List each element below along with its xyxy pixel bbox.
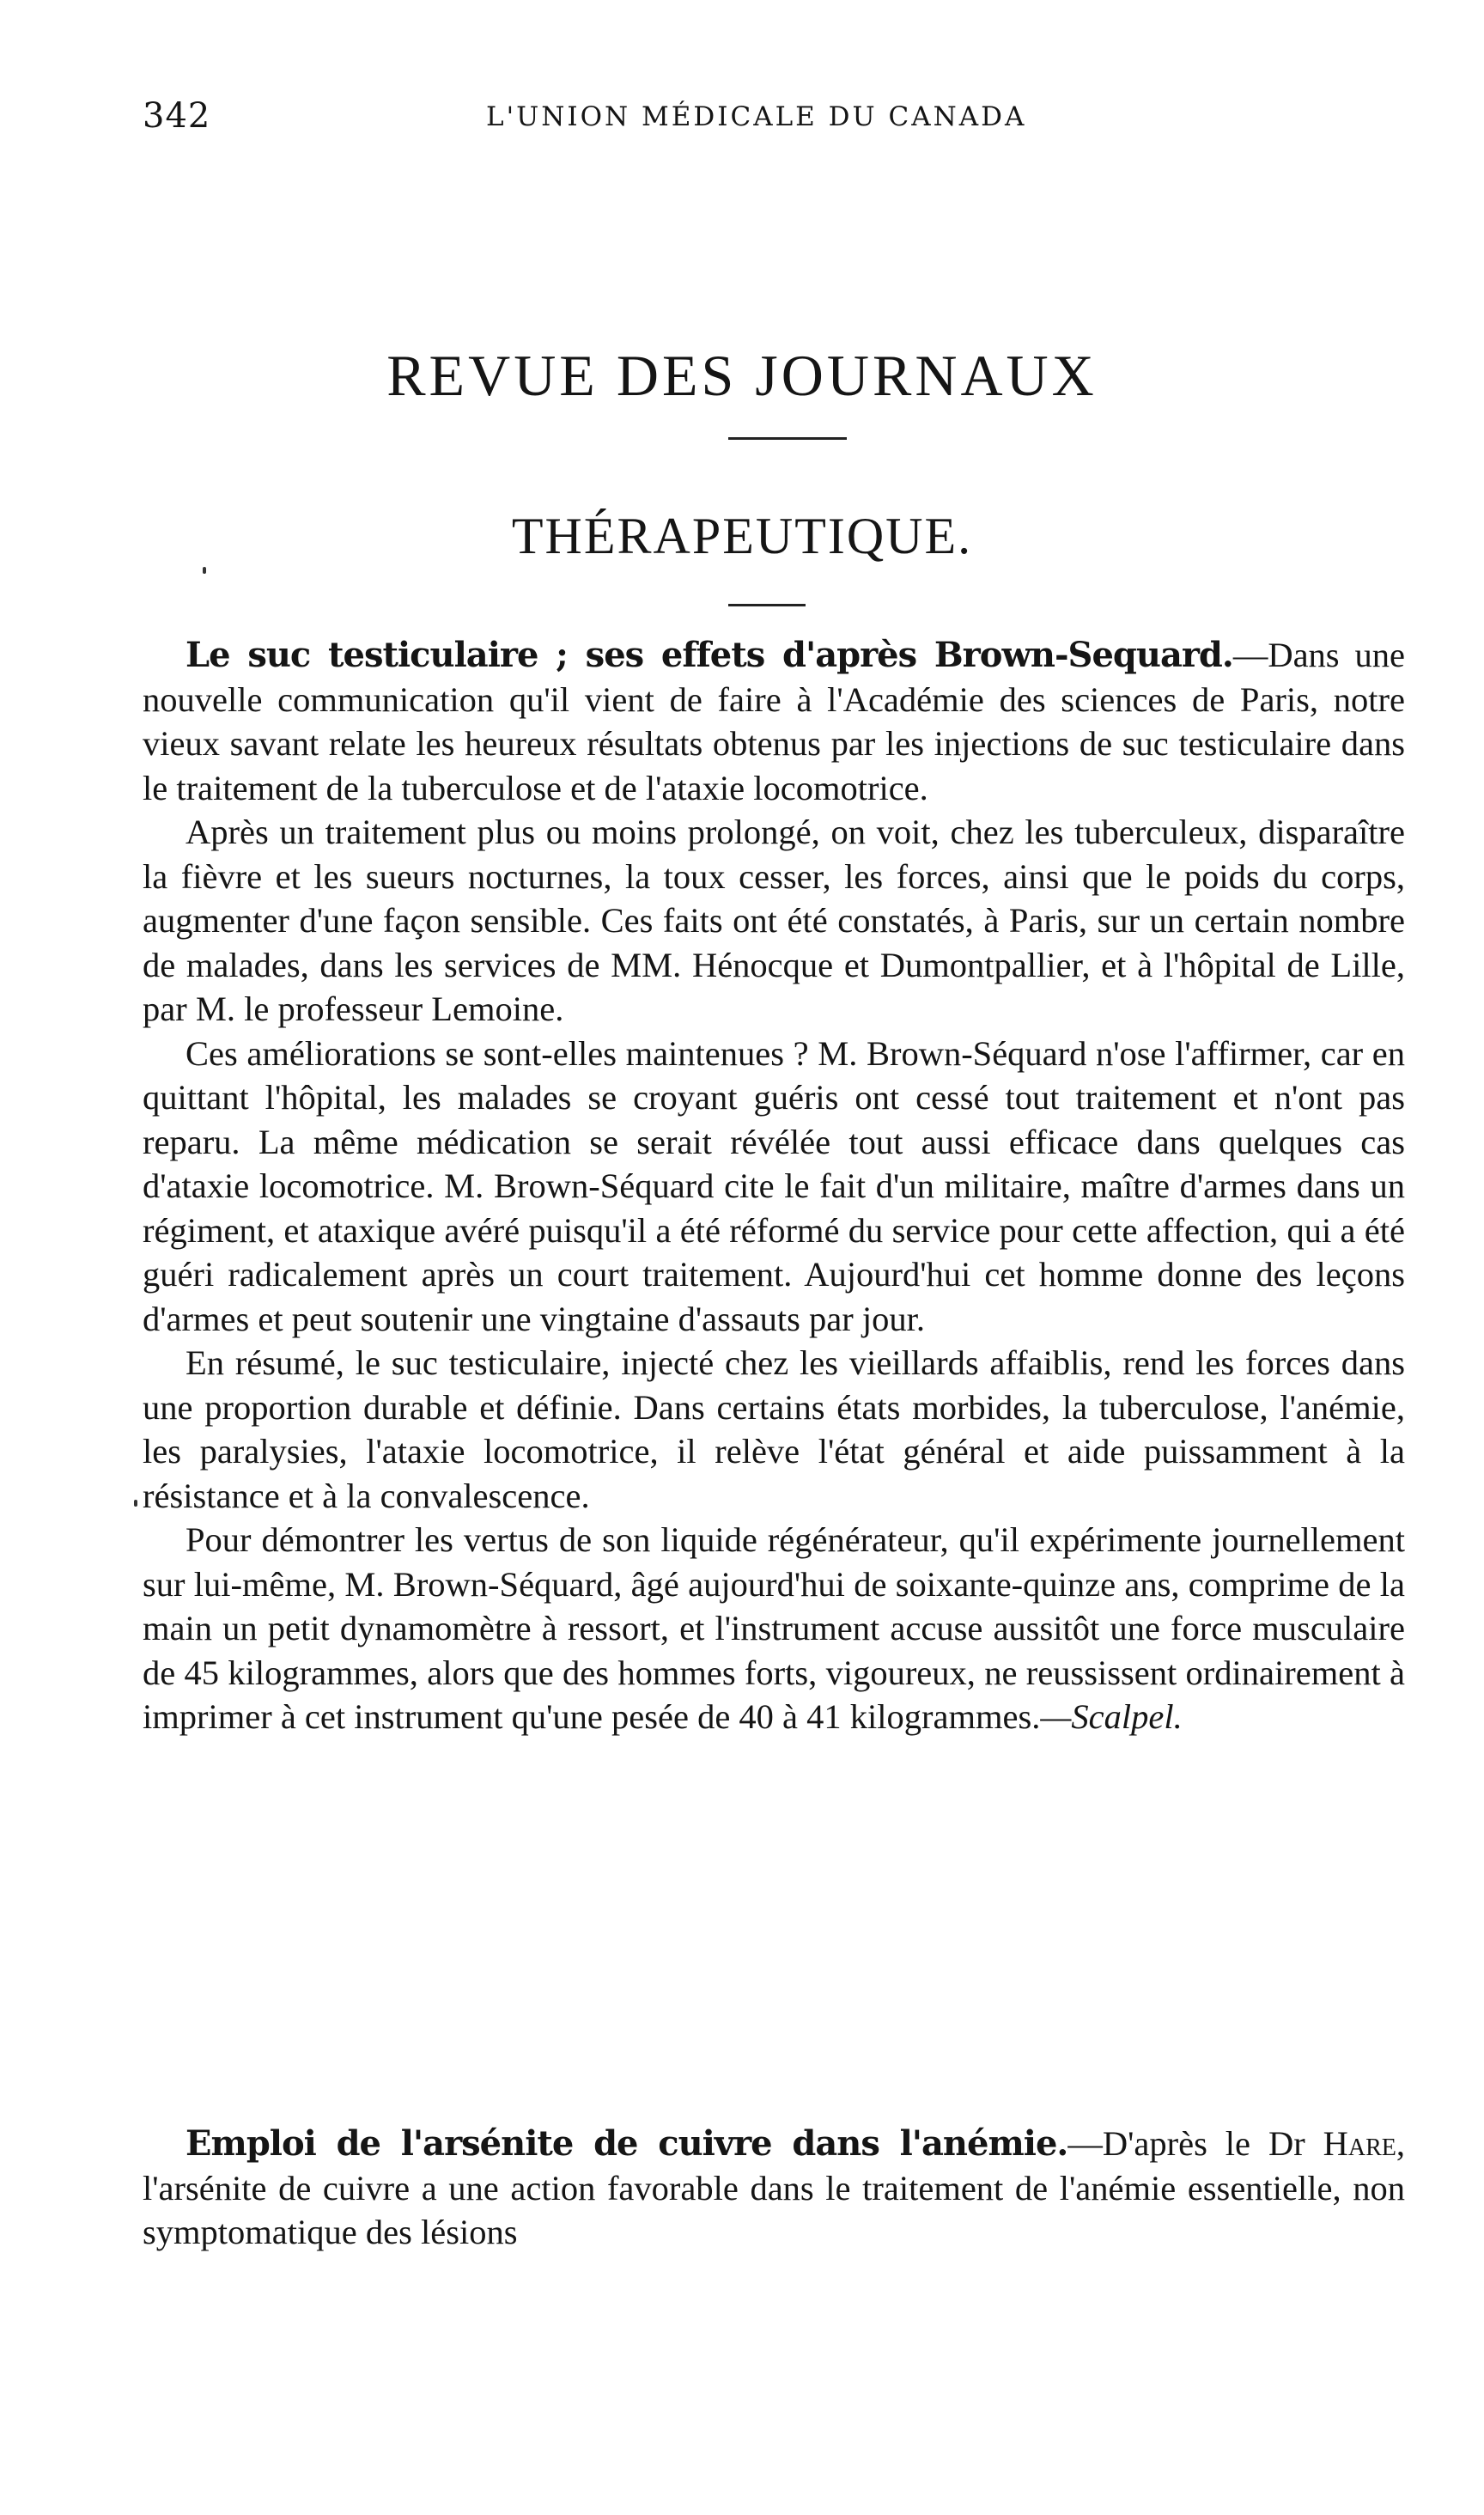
journal-title: L'UNION MÉDICALE DU CANADA bbox=[486, 101, 1027, 132]
margin-mark bbox=[134, 1500, 137, 1507]
subsection-title: THÉRAPEUTIQUE. bbox=[511, 508, 973, 564]
article-paragraph bbox=[143, 633, 1405, 810]
article-paragraph bbox=[143, 2122, 1405, 2255]
paragraph-text: —D'après le Dr bbox=[1067, 2124, 1305, 2163]
article-testicular-extract bbox=[143, 633, 1405, 1739]
author-name: Hare bbox=[1323, 2124, 1396, 2163]
article-heading: Emploi de l'arsénite de cuivre dans l'anémie. bbox=[186, 2123, 1068, 2164]
article-heading: Le suc testiculaire ; ses effets d'après Brown-Sequard. bbox=[186, 635, 1233, 675]
article-paragraph bbox=[143, 1518, 1405, 1739]
running-head bbox=[143, 96, 1362, 148]
source-signature: —Scalpel. bbox=[1040, 1697, 1183, 1736]
paragraph-text: , l'arsénite de cuivre a une action favorable dans le traitement de l'anémie essentielle, non symptomatique des lésions bbox=[143, 2124, 1405, 2251]
section-title: REVUE DES JOURNAUX bbox=[386, 342, 1098, 408]
article-paragraph: En résumé, le suc testiculaire, injecté chez les vieillards affaiblis, rend les forces dans une proportion durable et définie. Dans certains états morbides, la tuberculose, l'anémie, les paralysies, l'ataxie locomotrice, il relève l'état général et aide puissamment à la résistance et à la convalescence. bbox=[143, 1343, 1405, 1515]
paragraph-text: —Dans une nouvelle communication qu'il vient de faire à l'Académie des sciences de Paris, notre vieux savant relate les heureux résultats obtenus par les injections de suc testiculaire dans le traitement de la tuberculose et de l'ataxie locomotrice. bbox=[143, 636, 1405, 807]
article-paragraph: Après un traitement plus ou moins prolongé, on voit, chez les tuberculeux, disparaître la fièvre et les sueurs nocturnes, la toux cesser, les forces, ainsi que le poids du corps, augmenter d'une façon sensible. Ces faits ont été constatés, à Paris, sur un certain nombre de malades, dans les services de MM. Hénocque et Dumontpallier, et à l'hôpital de Lille, par M. le professeur Lemoine. bbox=[143, 813, 1405, 1028]
article-paragraph: Ces améliorations se sont-elles maintenues ? M. Brown-Séquard n'ose l'affirmer, car en quittant l'hôpital, les malades se croyant guéris ont cessé tout traitement et n'ont pas reparu. La même médication se serait révélée tout aussi efficace dans quelques cas d'ataxie locomotrice. M. Brown-Séquard cite le fait d'un militaire, maître d'armes dans un régiment, et ataxique avéré puisqu'il a été réformé du service pour cette affection, qui a été guéri radicalement après un court traitement. Aujourd'hui cet homme donne des leçons d'armes et peut soutenir une vingtaine d'assauts par jour. bbox=[143, 1033, 1405, 1338]
margin-mark bbox=[203, 567, 206, 574]
article-copper-arsenite bbox=[143, 2122, 1405, 2255]
page-number: 342 bbox=[143, 96, 211, 136]
paragraph-text: Pour démontrer les vertus de son liquide régénérateur, qu'il expérimente journellement sur lui-même, M. Brown-Séquard, âgé aujourd'hui de soixante-quinze ans, comprime de la main un petit dynamomètre à ressort, et l'instrument accuse aussitôt une force musculaire de 45 kilogrammes, alors que des hommes forts, vigoureux, ne reussissent ordinairement à imprimer à cet instrument qu'une pesée de 40 à 41 kilogrammes. bbox=[143, 1520, 1405, 1736]
section-divider bbox=[728, 437, 847, 440]
subsection-divider bbox=[728, 604, 806, 606]
